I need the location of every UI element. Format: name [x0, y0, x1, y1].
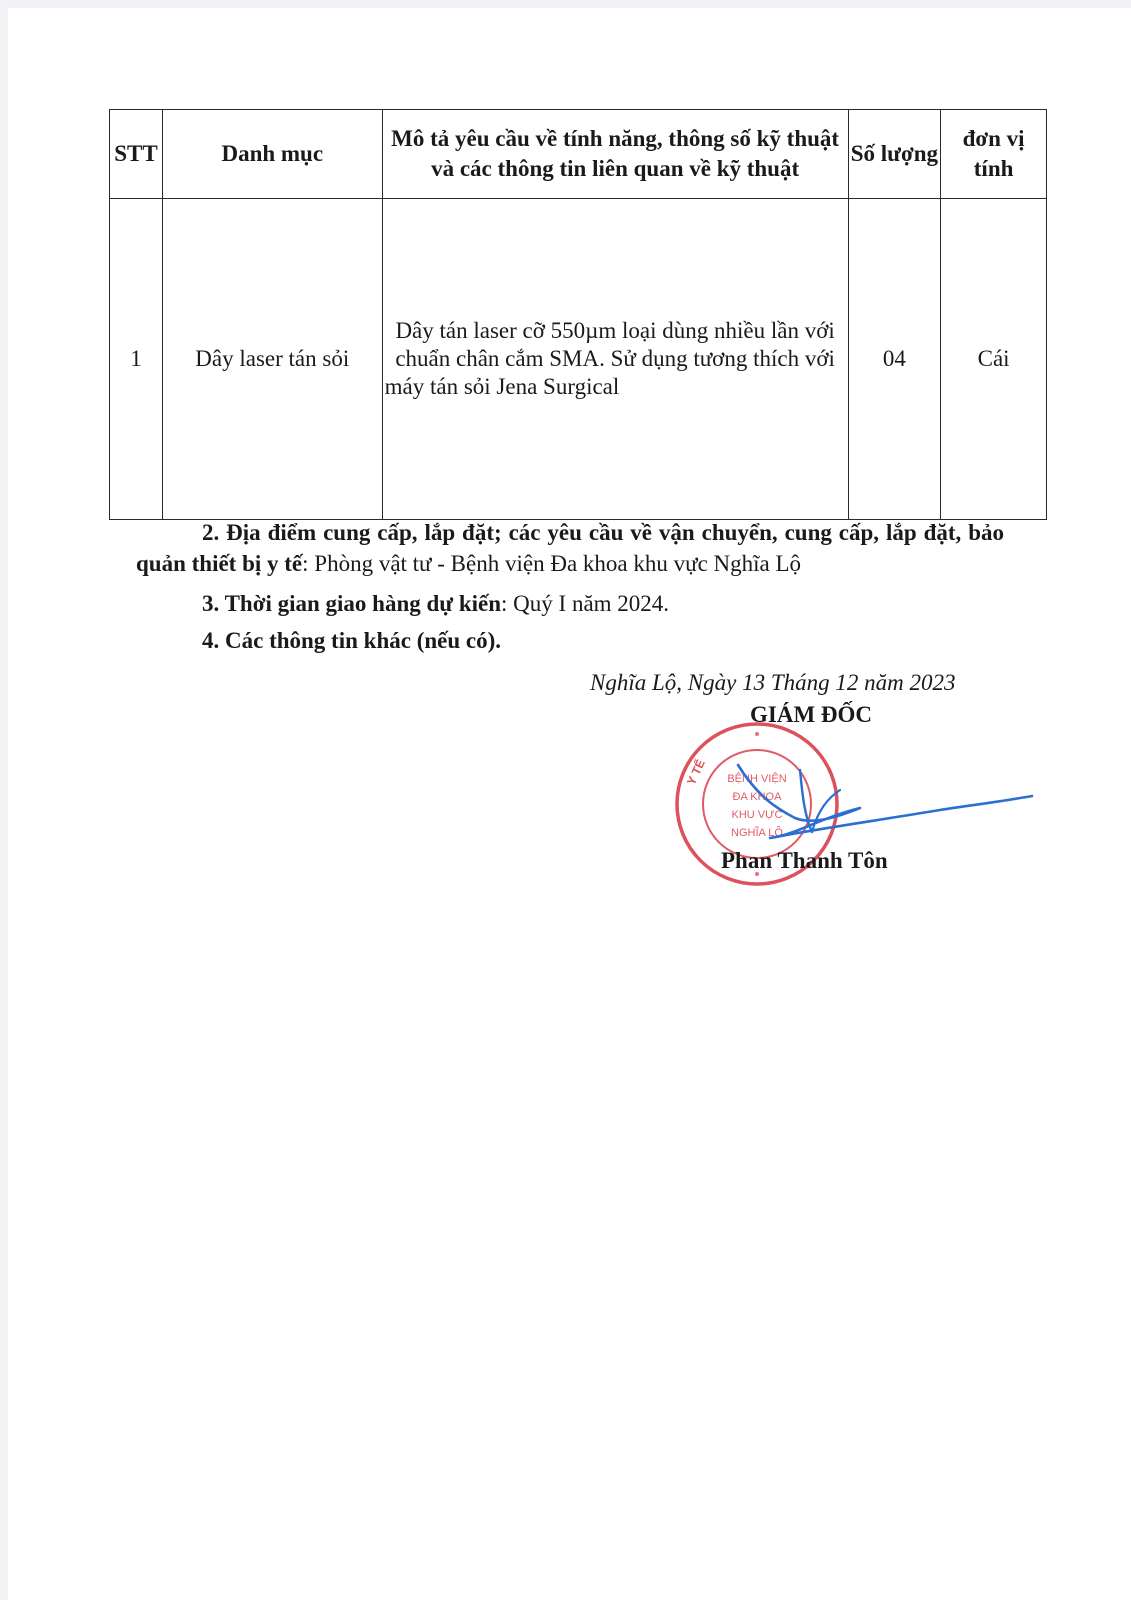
table-header-row	[110, 110, 1047, 199]
scan-edge	[0, 0, 8, 1600]
date-line: Nghĩa Lộ, Ngày 13 Tháng 12 năm 2023	[590, 670, 956, 695]
svg-text:NGHĨA LỘ: NGHĨA LỘ	[731, 827, 783, 839]
specification-table	[109, 109, 1047, 520]
scan-edge	[0, 0, 1131, 8]
cell-category: Dây laser tán sỏi	[162, 199, 382, 520]
svg-text:KHU VỰC: KHU VỰC	[731, 809, 783, 821]
cell-stt: 1	[110, 199, 163, 520]
handwritten-signature	[700, 740, 1040, 860]
cell-unit: Cái	[941, 199, 1047, 520]
header-quantity: Số lượng	[848, 110, 941, 199]
header-description: Mô tả yêu cầu về tính năng, thông số kỹ thuật và các thông tin liên quan về kỹ thuật	[382, 110, 848, 199]
cell-description: Dây tán laser cỡ 550µm loại dùng nhiều lần với chuẩn chân cắm SMA. Sử dụng tương thích với máy tán sỏi Jena Surgical	[382, 199, 848, 520]
signer-role: GIÁM ĐỐC	[750, 702, 873, 727]
svg-text:ĐA KHOA: ĐA KHOA	[732, 791, 782, 803]
header-unit: đơn vị tính	[941, 110, 1047, 199]
header-stt: STT	[110, 110, 163, 199]
section-3-delivery-time	[202, 588, 669, 619]
svg-text:BỆNH VIỆN: BỆNH VIỆN	[727, 773, 787, 785]
section-4-label: 4. Các thông tin khác (nếu có).	[202, 628, 502, 653]
svg-text:Y TẾ: Y TẾ	[684, 757, 708, 788]
header-category: Danh mục	[162, 110, 382, 199]
section-4-other-info	[202, 625, 501, 656]
cell-quantity: 04	[848, 199, 941, 520]
section-2-delivery-location	[136, 517, 1004, 579]
table-row	[110, 199, 1047, 520]
section-3-value: : Quý I năm 2024.	[501, 591, 670, 616]
section-2-label: 2. Địa điểm cung cấp, lắp đặt; các yêu cầu về vận chuyển, cung cấp, lắp đặt, bảo quản thiết bị y tế	[136, 520, 1004, 576]
signer-name: Phan Thanh Tôn	[721, 848, 888, 873]
section-3-label: 3. Thời gian giao hàng dự kiến	[202, 591, 502, 616]
section-2-value: : Phòng vật tư - Bệnh viện Đa khoa khu vực Nghĩa Lộ	[302, 551, 802, 576]
